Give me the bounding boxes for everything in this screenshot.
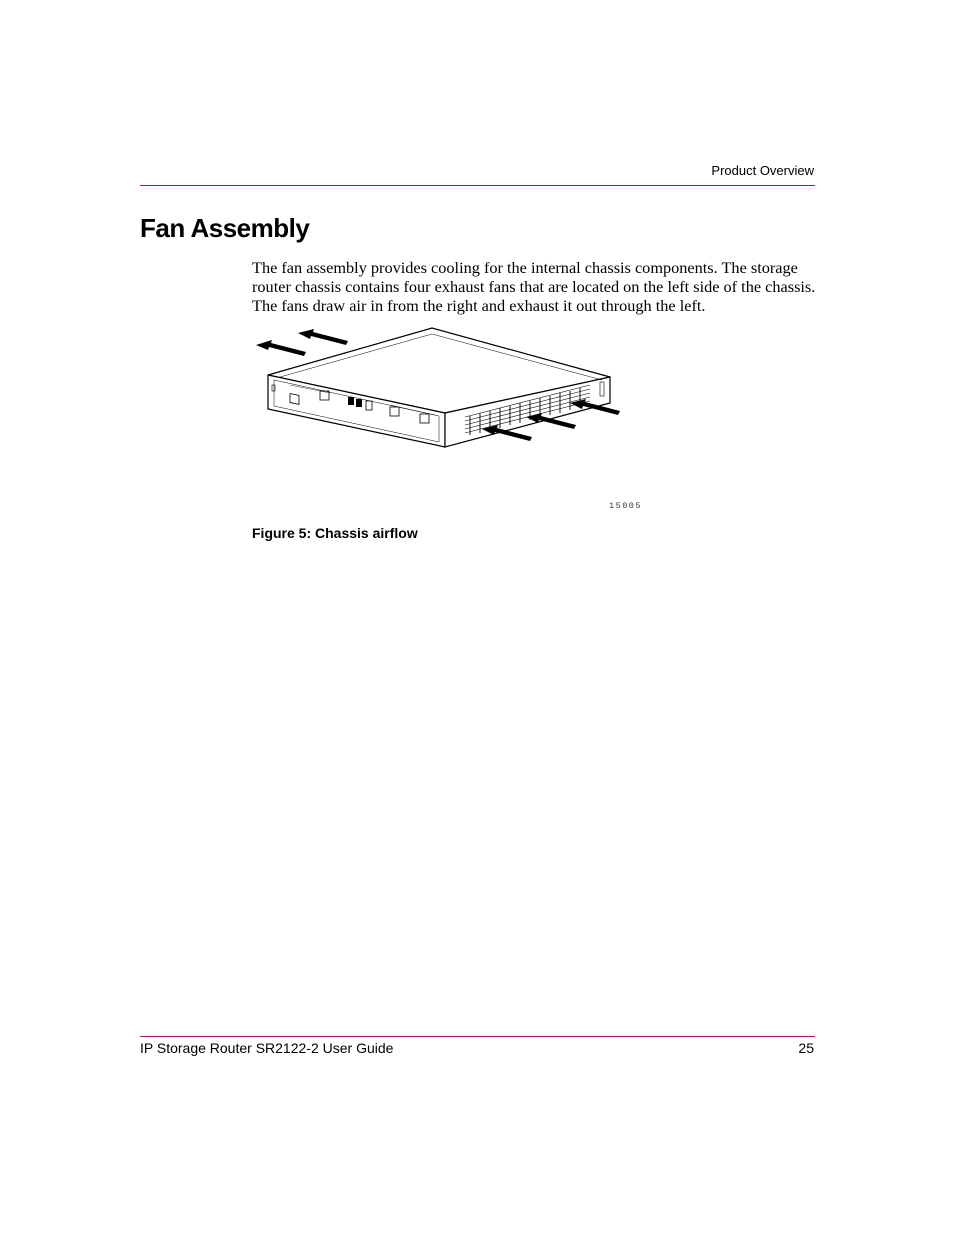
footer-guide-title: IP Storage Router SR2122-2 User Guide <box>140 1040 394 1056</box>
section-title: Fan Assembly <box>140 213 310 243</box>
running-header: Product Overview <box>711 163 814 178</box>
exhaust-arrow <box>256 340 306 356</box>
body-paragraph: The fan assembly provides cooling for the internal chassis components. The storage router chassis contains four exhaust fans that are located on the left side of the chassis. The fans draw air in from the right and exhaust it out through the left. <box>252 258 816 315</box>
chassis-illustration <box>250 325 650 515</box>
chassis-airflow-figure <box>250 325 650 515</box>
footer-rule <box>140 1036 815 1037</box>
figure-caption: Figure 5: Chassis airflow <box>252 525 418 541</box>
header-rule <box>140 185 815 186</box>
exhaust-arrow <box>298 329 348 345</box>
page-number: 25 <box>798 1040 814 1056</box>
figure-image-id: 15005 <box>609 501 643 511</box>
